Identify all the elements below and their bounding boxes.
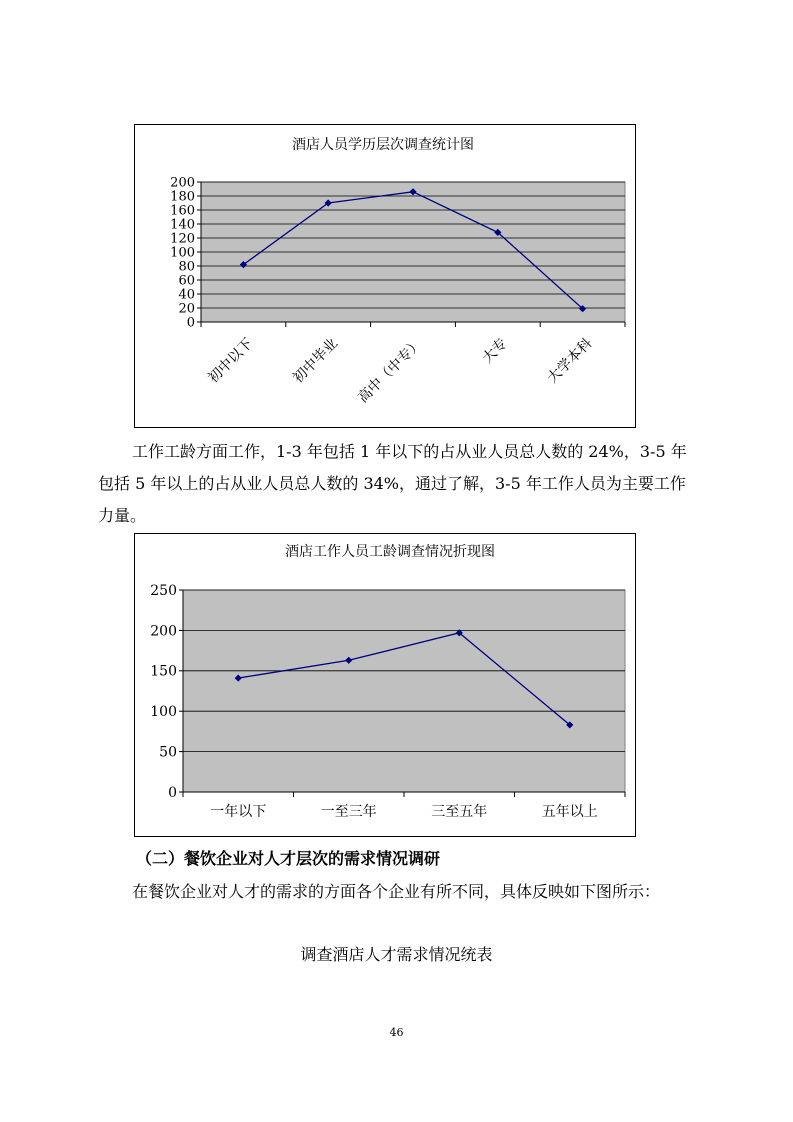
y-tick-label: 100 — [150, 704, 177, 721]
chart-title: 酒店人员学历层次调查统计图 — [292, 137, 474, 153]
y-tick-label: 160 — [170, 203, 195, 219]
y-tick-label: 150 — [150, 663, 177, 680]
y-tick-label: 180 — [170, 189, 195, 205]
x-category-label: 高中（中专） — [355, 335, 426, 407]
y-tick-label: 250 — [150, 582, 177, 599]
table-caption: 调查酒店人才需求情况统表 — [300, 945, 493, 964]
y-tick-label: 140 — [170, 217, 195, 233]
y-tick-label: 60 — [178, 273, 195, 289]
x-category-label: 五年以上 — [541, 804, 598, 820]
y-tick-label: 100 — [170, 245, 195, 261]
x-category-label: 一年以下 — [210, 804, 267, 820]
y-tick-label: 20 — [178, 301, 195, 317]
x-category-label: 大学本科 — [544, 335, 596, 387]
x-category-label: 一至三年 — [320, 804, 377, 820]
x-category-label: 初中以下 — [205, 335, 257, 387]
x-category-label: 初中毕业 — [290, 335, 342, 387]
page-number: 46 — [389, 1026, 404, 1039]
chart-title: 酒店工作人员工龄调查情况折现图 — [285, 544, 495, 560]
y-tick-label: 200 — [170, 175, 195, 191]
work-age-chart-frame — [134, 533, 636, 837]
demand-paragraph: 在餐饮企业对人才的需求的方面各个企业有所不同，具体反映如下图所示： — [132, 882, 661, 901]
y-tick-label: 50 — [159, 744, 177, 761]
y-tick-label: 80 — [178, 259, 195, 275]
education-chart-frame — [134, 124, 636, 428]
y-tick-label: 40 — [178, 287, 195, 303]
education-line-chart — [135, 125, 635, 427]
x-category-label: 大专 — [479, 335, 511, 367]
y-tick-label: 120 — [170, 231, 195, 247]
y-tick-label: 0 — [168, 784, 177, 801]
work-age-line-chart — [135, 534, 635, 836]
section-heading: （二）餐饮企业对人才层次的需求情况调研 — [136, 849, 441, 868]
y-tick-label: 0 — [186, 315, 195, 331]
plot-area — [183, 590, 625, 792]
y-tick-label: 200 — [150, 623, 177, 640]
x-category-label: 三至五年 — [431, 804, 488, 820]
work-experience-paragraph: 工作工龄方面工作，1-3 年包括 1 年以下的占从业人员总人数的 24%，3-5 年包括 5 年以上的占从业人员总人数的 34%，通过了解，3-5 年工作人员为主要工作力量。 — [98, 442, 687, 525]
